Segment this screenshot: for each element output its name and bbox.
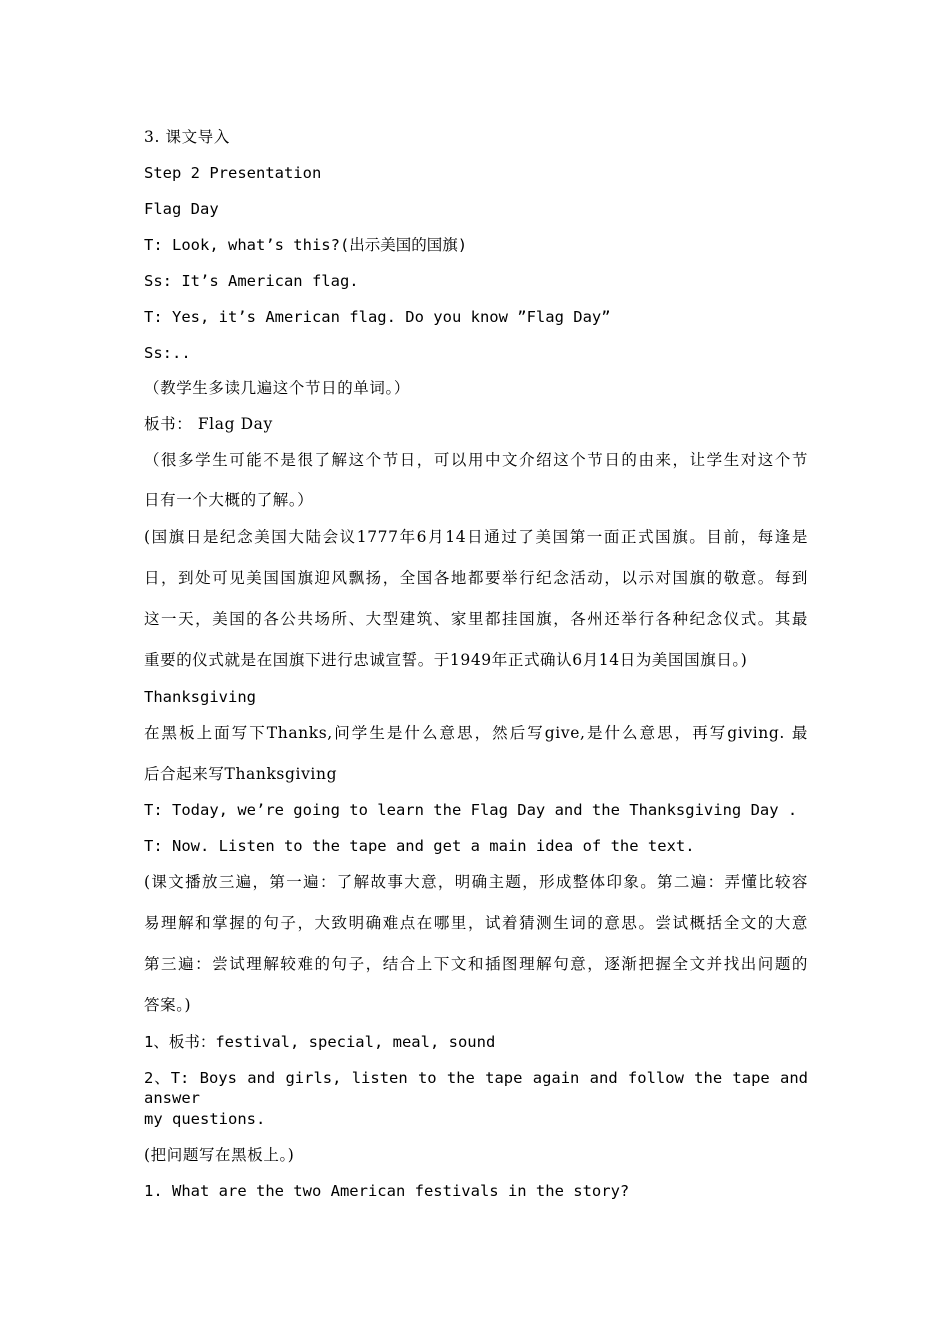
dialogue-line: Ss:.. [144,344,191,362]
listening-note-line: 第三遍：尝试理解较难的句子，结合上下文和插图理解句意，逐渐把握全文并找出问题的 [144,955,808,973]
topic-flag-day: Flag Day [144,200,219,218]
teaching-note: （教学生多读几遍这个节日的单词。） [144,379,410,397]
question-line: 1. What are the two American festivals in the story? [144,1182,630,1200]
dialogue-line: Ss: It’s American flag. [144,272,359,290]
dialogue-line: T: Now. Listen to the tape and get a main idea of the text. [144,837,695,855]
listening-note-line: 易理解和掌握的句子，大致明确难点在哪里，试着猜测生词的意思。尝试概括全文的大意 [144,914,808,932]
listening-note-line: 答案。) [144,996,192,1014]
dialogue-line: T: Look, what’s this?(出示美国的国旗) [144,236,468,254]
topic-thanksgiving: Thanksgiving [144,688,256,706]
dialogue-line: my questions. [144,1110,266,1128]
background-paragraph-line: (国旗日是纪念美国大陆会议1777年6月14日通过了美国第一面正式国旗。目前，每逢是 [144,528,808,546]
listening-note-line: (课文播放三遍，第一遍：了解故事大意，明确主题，形成整体印象。第二遍：弄懂比较容 [144,873,808,891]
instruction-line: 在黑板上面写下Thanks,问学生是什么意思，然后写give,是什么意思，再写giving. 最 [144,724,808,742]
teaching-note-line: （很多学生可能不是很了解这个节日，可以用中文介绍这个节日的由来，让学生对这个节 [144,451,808,469]
section-heading: 3. 课文导入 [144,128,230,146]
teaching-note: (把问题写在黑板上。) [144,1146,295,1164]
blackboard-note: 板书： Flag Day [144,415,273,433]
dialogue-line: T: Yes, it’s American flag. Do you know ”Flag Day” [144,308,611,326]
instruction-line: 后合起来写Thanksgiving [144,765,338,783]
dialogue-line: 2、T: Boys and girls, listen to the tape again and follow the tape and answer [144,1069,808,1107]
background-paragraph-line: 日，到处可见美国国旗迎风飘扬，全国各地都要举行纪念活动，以示对国旗的敬意。每到 [144,569,808,587]
dialogue-line: T: Today, we’re going to learn the Flag Day and the Thanksgiving Day . [144,801,798,819]
background-paragraph-line: 重要的仪式就是在国旗下进行忠诚宣誓。于1949年正式确认6月14日为美国国旗日。) [144,651,748,669]
background-paragraph-line: 这一天，美国的各公共场所、大型建筑、家里都挂国旗，各州还举行各种纪念仪式。其最 [144,610,808,628]
blackboard-vocabulary: 1、板书：festival, special, meal, sound [144,1033,496,1051]
teaching-note-line: 日有一个大概的了解。） [144,491,314,509]
step-heading: Step 2 Presentation [144,164,322,182]
